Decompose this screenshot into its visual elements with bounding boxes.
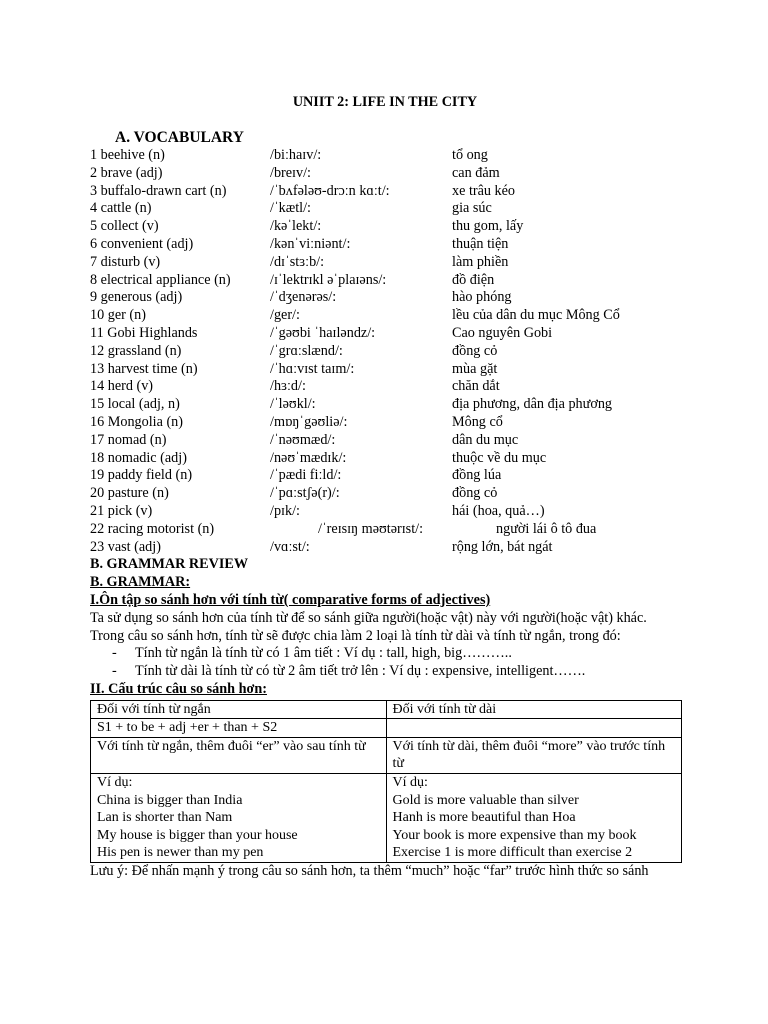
vocab-row (90, 254, 680, 272)
vocab-ipa: /ˈgrɑːslænd/: (270, 342, 343, 359)
table-row (91, 719, 682, 738)
vocab-ipa: /hɜːd/: (270, 378, 306, 395)
vocab-ipa: /ˈnəʊmæd/: (270, 431, 336, 448)
bullet-text: Tính từ dài là tính từ có từ 2 âm tiết trở lên : Ví dụ : expensive, intelligent……. (135, 663, 586, 680)
vocab-meaning: hái (hoa, quả…) (452, 502, 545, 519)
vocab-meaning: đồ điện (452, 271, 495, 288)
vocab-row (90, 200, 680, 218)
section1-heading: I.Ôn tập so sánh hơn với tính từ( comparative forms of adjectives) (90, 591, 491, 608)
vocab-ipa: /ˈləʊkl/: (270, 396, 316, 413)
vocab-ipa: /ˈpædi fiːld/: (270, 467, 342, 484)
section1-paragraph: Ta sử dụng so sánh hơn của tính từ để so sánh giữa người(hoặc vật) này với người(hoặc vật) khác. Trong câu so sánh hơn, tính từ sẽ được chia làm 2 loại là tính từ dài và tính từ ngắn, trong đó: (90, 609, 647, 644)
vocab-ipa: /ˈgəʊbi ˈhaɪləndz/: (270, 324, 376, 341)
vocab-word: 12 grassland (n) (90, 342, 182, 359)
vocab-word: 23 vast (adj) (90, 538, 161, 555)
document-page (90, 94, 680, 881)
example-sentence: My house is bigger than your house (97, 827, 298, 843)
example-sentence: Exercise 1 is more difficult than exercise 2 (392, 845, 633, 861)
vocab-row (90, 307, 680, 325)
vocab-row (90, 236, 680, 254)
vocab-word: 16 Mongolia (n) (90, 413, 183, 430)
formula-long (386, 719, 682, 738)
vocab-meaning: Cao nguyên Gobi (452, 324, 553, 341)
vocab-row (90, 396, 680, 414)
vocab-meaning: lều của dân du mục Mông Cổ (452, 307, 620, 324)
vocab-ipa: /biːhaɪv/: (270, 147, 322, 163)
examples-label: Ví dụ: (97, 775, 133, 791)
vocabulary-heading: A. VOCABULARY (115, 129, 244, 146)
vocab-word: 3 buffalo-drawn cart (n) (90, 182, 227, 199)
page-title: UNIIT 2: LIFE IN THE CITY (292, 94, 478, 110)
vocab-ipa: /ɪˈlektrɪkl əˈplaɪəns/: (270, 271, 387, 288)
vocab-meaning: địa phương, dân địa phương (452, 396, 613, 413)
table-row (91, 774, 682, 863)
vocab-ipa: /kənˈviːniənt/: (270, 235, 351, 252)
vocab-row (90, 165, 680, 183)
vocab-row (90, 218, 680, 236)
vocab-row (90, 272, 680, 290)
vocab-word: 14 herd (v) (90, 378, 154, 395)
vocab-ipa: /mɒŋˈgəʊliə/: (270, 413, 348, 430)
vocab-word: 13 harvest time (n) (90, 360, 198, 377)
vocab-word: 9 generous (adj) (90, 289, 183, 306)
example-sentence: His pen is newer than my pen (97, 845, 264, 861)
vocab-meaning: Mông cổ (452, 413, 503, 430)
vocab-word: 17 nomad (n) (90, 431, 167, 448)
vocab-row (90, 432, 680, 450)
vocab-word: 5 collect (v) (90, 218, 159, 235)
vocab-word: 11 Gobi Highlands (90, 324, 198, 341)
vocab-row (90, 147, 680, 165)
note-paragraph: Lưu ý: Để nhấn mạnh ý trong câu so sánh hơn, ta thêm “much” hoặc “far” trước hình thức so sánh (90, 863, 649, 880)
table-header-long: Đối với tính từ dài (386, 700, 682, 719)
grammar-review-heading: B. GRAMMAR REVIEW (90, 556, 249, 573)
vocab-meaning: hào phóng (452, 289, 512, 306)
vocab-ipa: /ˈreɪsɪŋ məʊtərɪst/: (318, 520, 424, 537)
vocab-row (90, 361, 680, 379)
vocab-meaning: thuận tiện (452, 235, 509, 252)
bullet-item (90, 645, 680, 663)
example-sentence: Lan is shorter than Nam (97, 810, 233, 826)
vocabulary-list (90, 147, 680, 556)
vocab-ipa: /nəʊˈmædɪk/: (270, 449, 347, 466)
vocab-word: 10 ger (n) (90, 307, 146, 324)
formula-short: S1 + to be + adj +er + than + S2 (91, 719, 387, 738)
vocab-meaning: can đảm (452, 164, 500, 181)
vocab-ipa: /ˈdʒenərəs/: (270, 289, 337, 306)
vocab-ipa: /breɪv/: (270, 164, 311, 181)
table-row (91, 737, 682, 773)
vocab-word: 15 local (adj, n) (90, 396, 180, 413)
vocab-meaning: rộng lớn, bát ngát (452, 538, 553, 555)
vocab-ipa: /pɪk/: (270, 502, 300, 519)
table-header-short: Đối với tính từ ngắn (91, 700, 387, 719)
vocab-meaning: người lái ô tô đua (496, 520, 597, 537)
vocab-meaning: chăn dắt (452, 378, 500, 395)
vocab-ipa: /ˈpɑːstʃə(r)/: (270, 485, 340, 502)
vocab-row (90, 325, 680, 343)
example-sentence: China is bigger than India (97, 792, 243, 808)
vocab-ipa: /kəˈlekt/: (270, 218, 322, 235)
vocab-ipa: /ˈhɑːvɪst taɪm/: (270, 360, 355, 377)
vocab-ipa: /ˈkætl/: (270, 200, 311, 217)
rule-long: Với tính từ dài, thêm đuôi “more” vào trước tính từ (386, 737, 682, 773)
examples-long (386, 774, 682, 863)
rule-short: Với tính từ ngắn, thêm đuôi “er” vào sau tính từ (91, 737, 387, 773)
section2-heading: II. Cấu trúc câu so sánh hơn: (90, 680, 267, 697)
examples-short (91, 774, 387, 863)
comparative-table (90, 700, 682, 863)
vocab-row (90, 289, 680, 307)
vocab-row (90, 485, 680, 503)
vocab-meaning: làm phiền (452, 253, 509, 270)
bullet-item (90, 663, 680, 681)
example-sentence: Hanh is more beautiful than Hoa (392, 810, 576, 826)
vocab-word: 22 racing motorist (n) (90, 520, 215, 537)
vocab-row (90, 467, 680, 485)
example-sentence: Gold is more valuable than silver (392, 792, 579, 808)
vocab-meaning: mùa gặt (452, 360, 498, 377)
vocab-ipa: /vɑːst/: (270, 538, 310, 555)
vocab-meaning: xe trâu kéo (452, 182, 516, 199)
vocab-ipa: /ger/: (270, 307, 300, 324)
vocab-word: 6 convenient (adj) (90, 235, 194, 252)
example-sentence: Your book is more expensive than my book (392, 827, 637, 843)
vocab-meaning: tổ ong (452, 147, 488, 163)
vocab-word: 18 nomadic (adj) (90, 449, 187, 466)
vocab-word: 2 brave (adj) (90, 164, 163, 181)
vocab-word: 21 pick (v) (90, 502, 153, 519)
vocab-row (90, 343, 680, 361)
vocab-word: 8 electrical appliance (n) (90, 271, 231, 288)
vocab-meaning: đồng cỏ (452, 485, 498, 502)
vocab-row (90, 378, 680, 396)
vocab-word: 4 cattle (n) (90, 200, 152, 217)
examples-label: Ví dụ: (392, 775, 428, 791)
vocab-row (90, 450, 680, 468)
grammar-heading: B. GRAMMAR: (90, 574, 191, 591)
vocab-word: 19 paddy field (n) (90, 467, 193, 484)
vocab-meaning: đồng cỏ (452, 342, 498, 359)
vocab-row (90, 539, 680, 557)
vocab-word: 1 beehive (n) (90, 147, 165, 163)
vocab-meaning: gia súc (452, 200, 492, 217)
vocab-ipa: /ˈbʌfələʊ-drɔːn kɑːt/: (270, 182, 390, 199)
vocab-meaning: đồng lúa (452, 467, 502, 484)
table-row (91, 700, 682, 719)
vocab-row (90, 183, 680, 201)
vocab-row (90, 414, 680, 432)
bullet-marker: - (112, 663, 117, 680)
vocab-row (90, 521, 680, 539)
vocab-word: 20 pasture (n) (90, 485, 169, 502)
vocab-meaning: thu gom, lấy (452, 218, 524, 235)
vocab-word: 7 disturb (v) (90, 253, 161, 270)
vocab-meaning: thuộc về du mục (452, 449, 547, 466)
vocab-row (90, 503, 680, 521)
bullet-text: Tính từ ngắn là tính từ có 1 âm tiết : Ví dụ : tall, high, big……….. (135, 645, 512, 662)
vocab-meaning: dân du mục (452, 431, 519, 448)
bullet-marker: - (112, 645, 117, 662)
vocab-ipa: /dɪˈstɜːb/: (270, 253, 325, 270)
